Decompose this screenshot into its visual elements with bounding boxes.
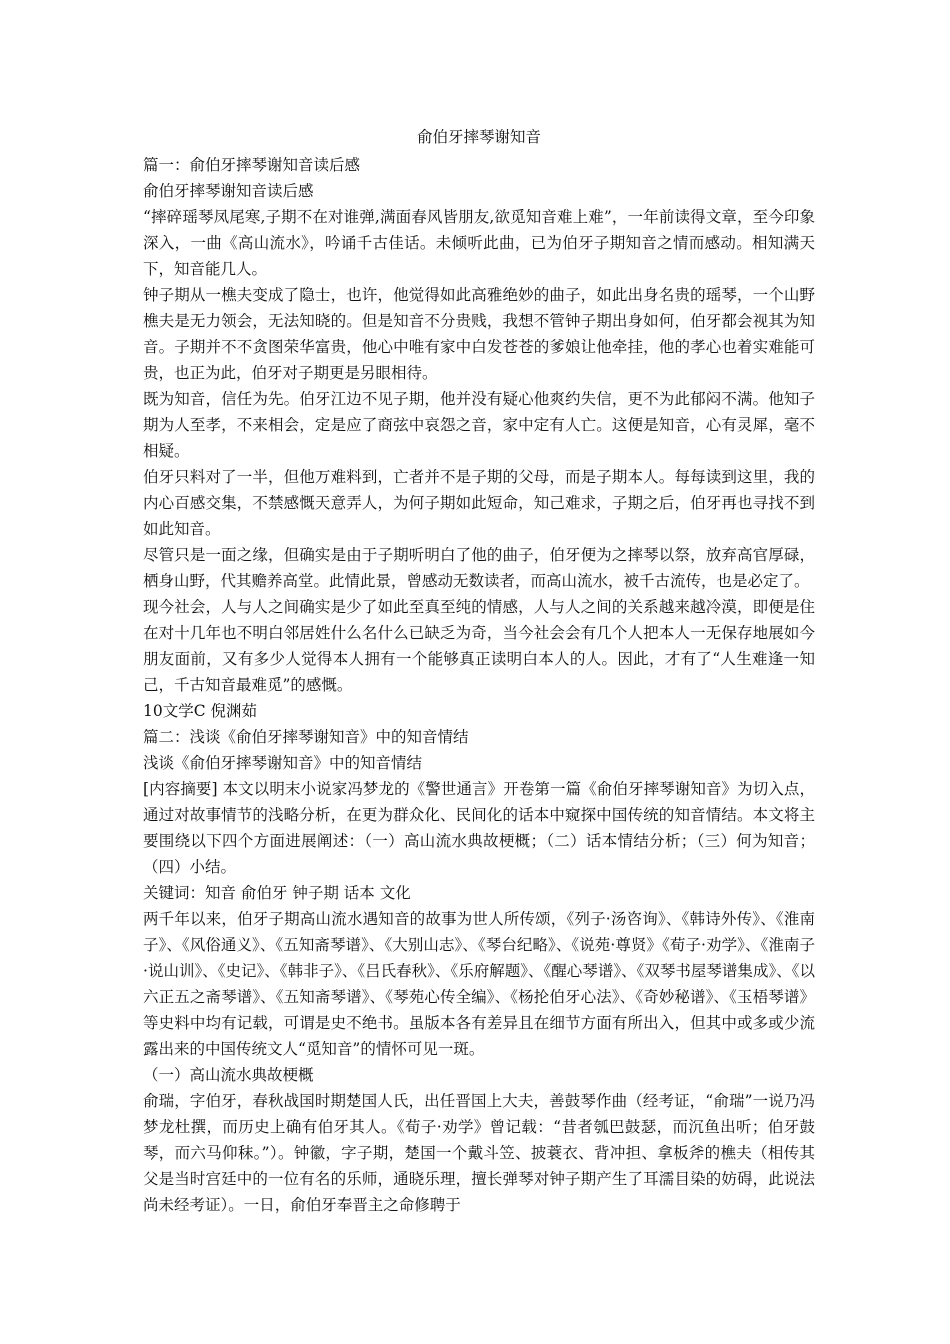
paragraph: 钟子期从一樵夫变成了隐士，也许，他觉得如此高雅绝妙的曲子，如此出身名贵的瑶琴，一个山野樵夫是无力领会，无法知晓的。但是知音不分贵贱，我想不管钟子期出身如何，伯牙都会视其为知音。子期并不不贪图荣华富贵，他心中唯有家中白发苍苍的爹娘让他牵挂，他的孝心也着实难能可贵，也正为此，伯牙对子期更是另眼相待。 [143,286,815,382]
keywords: 关键词：知音 俞伯牙 钟子期 话本 文化 [143,884,411,902]
document-title: 俞伯牙摔琴谢知音 [416,128,541,146]
paragraph: “摔碎瑶琴凤尾寒,子期不在对谁弹,满面春风皆朋友,欲觅知音难上难”，一年前读得文章，至今印象深入，一曲《高山流水》，吟诵千古佳话。未倾听此曲，已为伯牙子期知音之情而感动。相知满天下，知音能几人。 [143,208,815,278]
document-page [143,126,815,1218]
section-heading-1: 篇一：俞伯牙摔琴谢知音读后感 [143,156,361,174]
subtitle-1: 俞伯牙摔琴谢知音读后感 [143,182,314,200]
paragraph: 现今社会，人与人之间确实是少了如此至真至纯的情感，人与人之间的关系越来越冷漠，即便是住在对十几年也不明白邻居姓什么名什么已缺乏为奇，当今社会会有几个人把本人一无保存地展如今朋友面前，又有多少人觉得本人拥有一个能够真正读明白本人的人。因此，才有了“人生难逢一知己，千古知音最难觅”的感慨。 [143,598,815,694]
abstract: [内容摘要] 本文以明末小说家冯梦龙的《警世通言》开卷第一篇《俞伯牙摔琴谢知音》为切入点，通过对故事情节的浅略分析，在更为群众化、民间化的话本中窥探中国传统的知音情结。本文将主要围绕以下四个方面进展阐述：（一）高山流水典故梗概；（二）话本情结分析；（三）何为知音；（四）小结。 [143,780,815,876]
subtitle-2: 浅谈《俞伯牙摔琴谢知音》中的知音情结 [143,754,423,772]
author-line: 10文学C 倪渊茹 [143,702,258,720]
subsection-heading: （一）高山流水典故梗概 [143,1066,314,1084]
paragraph: 俞瑞，字伯牙，春秋战国时期楚国人氏，出任晋国上大夫，善鼓琴作曲（经考证，“俞瑞”一说乃冯梦龙杜撰，而历史上确有伯牙其人。《荀子·劝学》曾记载：“昔者瓠巴鼓瑟，而沉鱼出听；伯牙鼓琴，而六马仰秣。”）。钟徽，字子期，楚国一个戴斗笠、披蓑衣、背冲担、拿板斧的樵夫（相传其父是当时宫廷中的一位有名的乐师，通晓乐理，擅长弹琴对钟子期产生了耳濡目染的妨碍，此说法尚未经考证）。一日，俞伯牙奉晋主之命修聘于 [143,1092,815,1214]
paragraph: 两千年以来，伯牙子期高山流水遇知音的故事为世人所传颂，《列子·汤咨询》、《韩诗外传》、《淮南子》、《风俗通义》、《五知斋琴谱》、《大别山志》、《琴台纪略》、《说苑·尊贤》《荀子·劝学》、《淮南子·说山训》、《史记》、《韩非子》、《吕氏春秋》、《乐府解题》、《醒心琴谱》、《双琴书屋琴谱集成》、《以六正五之斋琴谱》、《五知斋琴谱》、《琴苑心传全编》、《杨抡伯牙心法》、《奇妙秘谱》、《玉梧琴谱》等史料中均有记载，可谓是史不绝书。虽版本各有差异且在细节方面有所出入，但其中或多或少流露出来的中国传统文人“觅知音”的情怀可见一斑。 [143,910,815,1058]
paragraph: 既为知音，信任为先。伯牙江边不见子期，他并没有疑心他爽约失信，更不为此郁闷不满。他知子期为人至孝，不来相会，定是应了商弦中哀怨之音，家中定有人亡。这便是知音，心有灵犀，毫不相疑。 [143,390,815,460]
paragraph: 尽管只是一面之缘，但确实是由于子期听明白了他的曲子，伯牙便为之摔琴以祭，放弃高官厚碌，栖身山野，代其赡养高堂。此情此景，曾感动无数读者，而高山流水，被千古流传，也是必定了。 [143,546,815,590]
section-heading-2: 篇二：浅谈《俞伯牙摔琴谢知音》中的知音情结 [143,728,469,746]
paragraph: 伯牙只料对了一半，但他万难料到，亡者并不是子期的父母，而是子期本人。每每读到这里，我的内心百感交集，不禁感慨天意弄人，为何子期如此短命，知己难求，子期之后，伯牙再也寻找不到如此知音。 [143,468,815,538]
